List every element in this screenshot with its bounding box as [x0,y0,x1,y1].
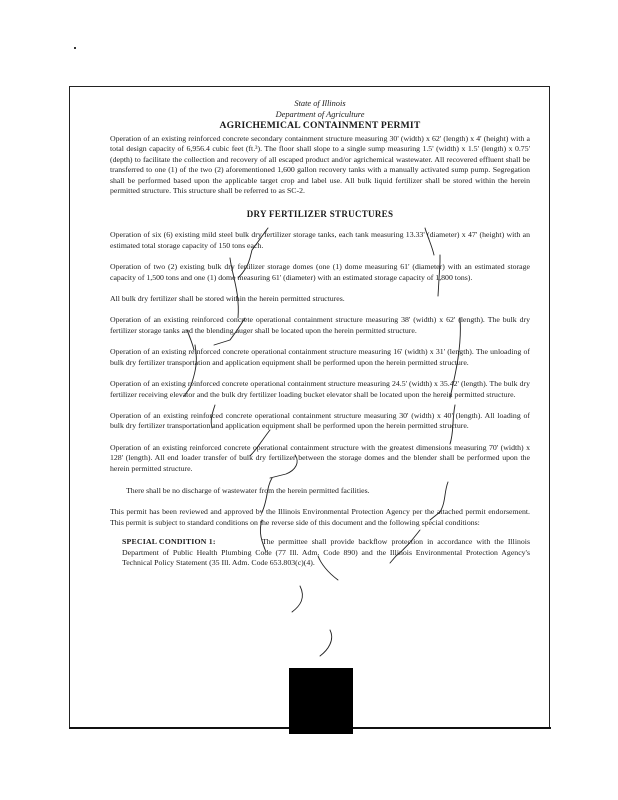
approval-paragraph: This permit has been reviewed and approved by the Illinois Environmental Protection Agency per the attached permit endorsement. This permit is subject to standard conditions on the reverse side of this document and the following special conditions: [110,507,530,527]
department-heading: Department of Agriculture [275,110,365,119]
scan-speck [74,47,76,49]
intro-paragraph: Operation of an existing reinforced concrete secondary containment structure measuring 30' (width) x 62' (length) x 4' (height) with a total design capacity of 6,956.4 cubic feet (ft.³). The floor shall slope to a single sump measuring 1.5' (width) x 1.5' (length) x 0.75' (depth) to facilitate the collection and recovery of all escaped product and/or agrichemical wastewater. All recovered effluent shall be transferred to one (1) of the two (2) aforementioned 1,600 gallon recovery tanks with a manually activated sump pump. Segregation shall be performed based upon the applicable target crop and label use. All bulk liquid fertilizer shall be stored within the herein permitted structure. This structure shall be referred to as SC-2. [110,134,530,196]
permit-document [110,98,530,568]
special-condition-text: The permittee shall provide backflow protection in accordance with the Illinois Department of Public Health Plumbing Code (77 Ill. Adm. Code 890) and the Illinois Environmental Protection Agency's Technical Policy Statement (35 Ill. Adm. Code 653.803(c)(4). [122,537,530,567]
structure-paragraph-7: Operation of an existing reinforced concrete operational containment structure measuring 30' (width) x 40' (length). All loading of bulk dry fertilizer transportation and application equipment shall be performed upon the herein permitted structure. [110,410,530,431]
special-condition-label: SPECIAL CONDITION 1: [122,537,216,547]
state-heading: State of Illinois [294,99,346,108]
redaction-box [289,668,353,734]
structure-paragraph-4: Operation of an existing reinforced concrete operational containment structure measuring 38' (width) x 62' (length). The bulk dry fertilizer storage tanks and the blending auger shall be located upon the herein permitted structure. [110,315,530,335]
permit-title: AGRICHEMICAL CONTAINMENT PERMIT [219,120,421,131]
structure-paragraph-6: Operation of an existing reinforced concrete operational containment structure measuring 24.5' (width) x 35.42' (length). The bulk dry fertilizer receiving elevator and the bulk dry fertilizer loading bucket elevator shall be located upon the herein permitted structure. [110,379,530,399]
special-condition-1 [110,537,530,568]
structure-paragraph-3: All bulk dry fertilizer shall be stored within the herein permitted structures. [110,294,345,304]
section-heading: DRY FERTILIZER STRUCTURES [246,209,394,220]
structure-paragraph-2: Operation of two (2) existing bulk dry fertilizer storage domes (one (1) dome measuring 61' (diameter) with an estimated storage capacity of 1,500 tons and one (1) dome measuring 61' (diameter) with an estimated storage capacity of 1,800 tons). [110,262,530,282]
structure-paragraph-8: Operation of an existing reinforced concrete operational containment structure with the greatest dimensions measuring 70' (width) x 128' (length). All end loader transfer of bulk dry fertilizer between the storage domes and the blender shall be performed upon the herein permitted structure. [110,442,530,473]
discharge-note: There shall be no discharge of wastewater from the herein permitted facilities. [126,485,370,495]
structure-paragraph-1: Operation of six (6) existing mild steel bulk dry fertilizer storage tanks, each tank measuring 13.33' (diameter) x 47' (height) with an estimated total storage capacity of 150 tons each. [110,230,530,250]
structure-paragraph-5: Operation of an existing reinforced concrete operational containment structure measuring 16' (width) x 31' (length). The unloading of bulk dry fertilizer transportation and application equipment shall be performed upon the herein permitted structure. [110,347,530,367]
